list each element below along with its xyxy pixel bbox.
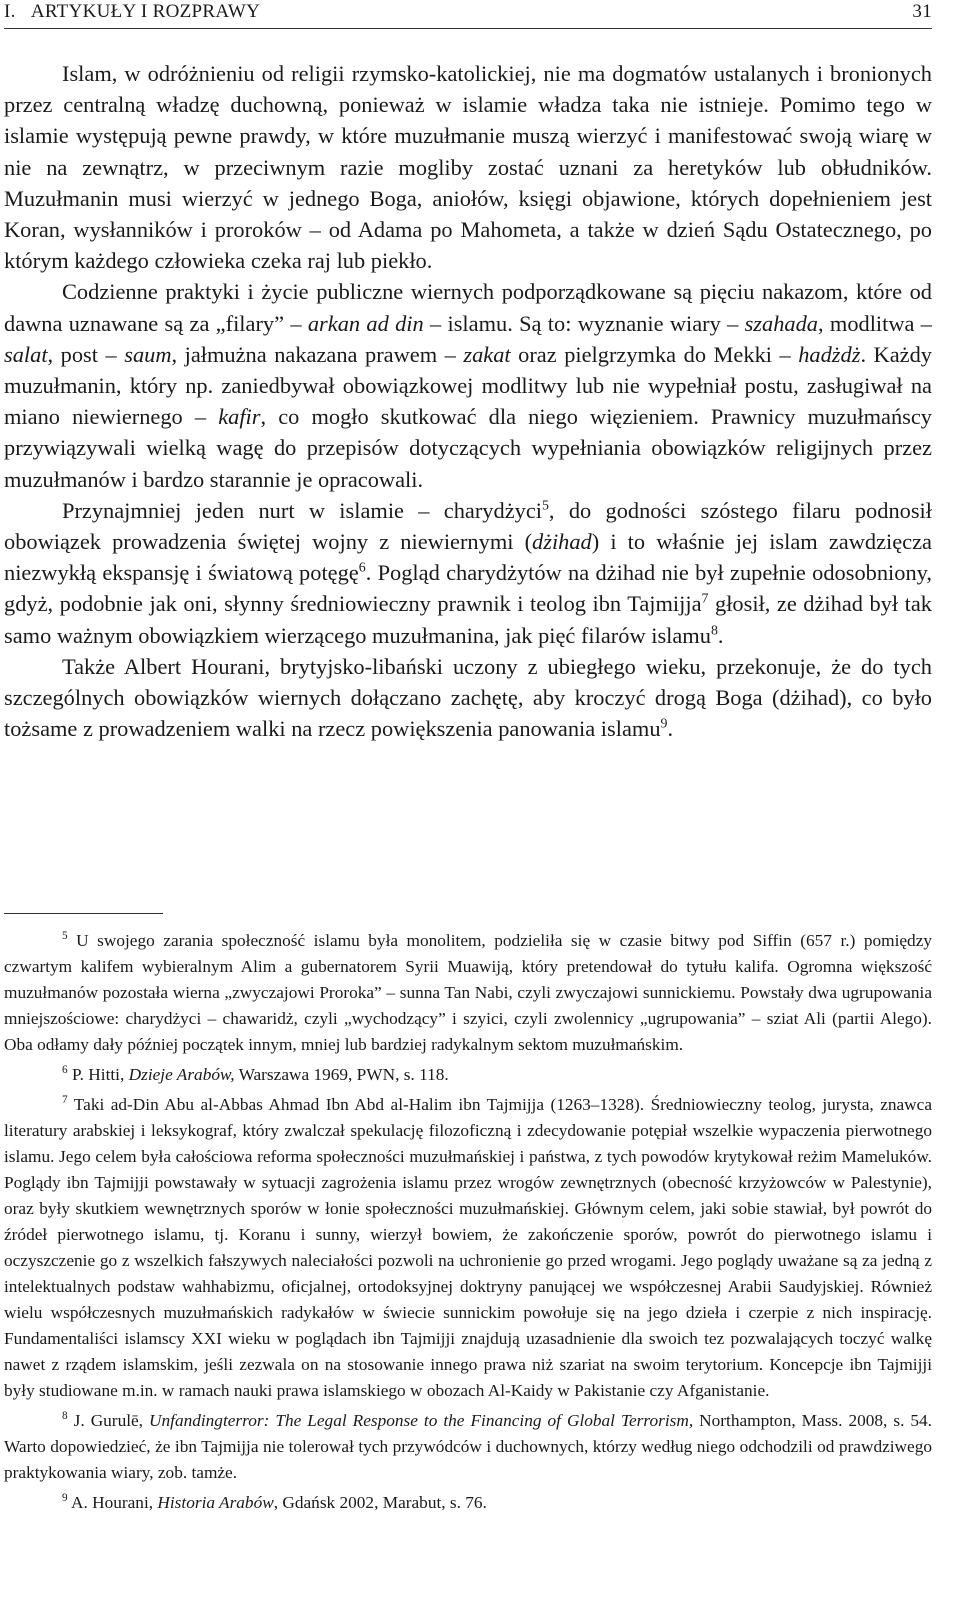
italic-term: saum: [124, 341, 172, 367]
text-run: Codzienne praktyki i życie publiczne wiernych podporządkowane są pięciu nakazom, które od dawna uznawane są za „filary” –: [4, 279, 932, 336]
paragraph-3: [4, 495, 932, 651]
italic-term: kafir: [218, 404, 261, 430]
footnote-text: Northampton, Mass. 2008, s. 54. Warto dopowiedzieć, że ibn Tajmijja nie tolerował tych przywódców i duchownych, którzy według niego odchodzili od prawdziwego praktykowania wiary, zob. tamże.: [4, 1411, 933, 1482]
footnote-5: [4, 928, 932, 1058]
footnote-text: P. Hitti,: [71, 1065, 129, 1084]
footnote-8: [4, 1408, 932, 1486]
footnote-9: [4, 1490, 932, 1516]
footnote-number: 5: [62, 930, 68, 943]
footnote-6: [4, 1062, 932, 1088]
footnote-text: J. Gurulē,: [73, 1411, 150, 1430]
text-run: ) i to właśnie jej islam zawdzięcza niezwykłą ekspansję i światową potęgę: [4, 529, 932, 586]
text-run: , co mogło skutkować dla niego więzieniem. Prawnicy muzułmańscy przywiązywali wielką wagę do przepisów dotyczących wypełniania obowiązków religijnych przez muzułmanów i bardzo starannie je opracowali.: [4, 404, 932, 492]
book-title: Historia Arabów: [157, 1493, 274, 1512]
footnote-text: Warszawa 1969, PWN, s. 118.: [234, 1065, 449, 1084]
text-run: Także Albert Hourani, brytyjsko-libański uczony z ubiegłego wieku, przekonuje, że do tych szczególnych obowiązków wiernych dołączano zachętę, aby kroczyć drogą Boga (dżihad), co było tożsame z prowadzeniem walki na rzecz powiększenia panowania islamu: [4, 653, 932, 742]
book-title: Dzieje Arabów,: [128, 1065, 235, 1084]
footnotes: [4, 928, 932, 1520]
paragraph-1: Islam, w odróżnieniu od religii rzymsko-katolickiej, nie ma dogmatów ustalanych i bronionych przez centralną władzę duchowną, ponieważ w islamie władza taka nie istnieje. Pomimo tego w islamie występują pewne prawdy, w które muzułmanie muszą wierzyć i manifestować swoją wiarę w nie na zewnątrz, w przeciwnym razie mogliby zostać uznani za heretyków lub obłudników. Muzułmanin musi wierzyć w jednego Boga, aniołów, księgi objawione, których dopełnieniem jest Koran, wysłanników i proroków – od Adama po Mahometa, a także w dzień Sądu Ostatecznego, po którym każdego człowieka czeka raj lub piekło.: [4, 61, 932, 274]
footnote-number: 9: [62, 1492, 68, 1505]
footnote-text: Taki ad-Din Abu al-Abbas Ahmad Ibn Abd al-Halim ibn Tajmijja (1263–1328). Średniowieczny teolog, jurysta, znawca literatury arabskiej i leksykograf, który zwalczał spekulację filozoficzną i zdecydowanie potępiał wszelkie wypaczenia pierwotnego islamu. Jego celem była całościowa reforma społeczności muzułmańskiej i państwa, z tych powodów krytykował reżim Mameluków. Poglądy ibn Tajmijji powstawały w sytuacji zagrożenia islamu przez wrogów zewnętrznych (obecność krzyżowców w Palestynie), oraz były skutkiem wewnętrznych sporów w łonie społeczności muzułmańskiej. Głównym celem, jaki sobie stawiał, był powrót do źródeł pierwotnego islamu, tj. Koranu i sunny, wierzył bowiem, że zakończenie sporów, powrót do pierwotnego islamu i oczyszczenie go z wszelkich fałszywych naleciałości pozwoli na uchronienie go przed wrogami. Jego poglądy uważane są za jedną z intelektualnych podstaw wahhabizmu, oficjalnej, ortodoksyjnej doktryny panującej we współczesnej Arabii Saudyjskiej. Również wielu współczesnych muzułmańskich radykałów w świecie sunnickim powołuje się na jego dzieła i czerpie z nich inspirację. Fundamentaliści islamscy XXI wieku w poglądach ibn Tajmijji znajdują uzasadnienie dla swoich tez pozwalających toczyć walkę nawet z rządem islamskim, jeśli zezwala on na stosowanie innego prawa niż szariat na swoim terytorium. Koncepcje ibn Tajmijji były studiowane m.in. w ramach nauki prawa islamskiego w obozach Al-Kaidy w Pakistanie czy Afganistanie.: [4, 1095, 932, 1400]
footnote-separator: [4, 913, 163, 914]
footnote-text: A. Hourani,: [71, 1493, 158, 1512]
paragraph-2: [4, 276, 932, 494]
italic-term: dżihad: [532, 529, 592, 555]
footnote-number: 8: [62, 1410, 68, 1423]
text-run: . Każdy muzułmanin, który np. zaniedbywał obowiązkowej modlitwy lub nie wypełniał postu, zasługiwał na miano niewiernego –: [4, 341, 932, 430]
italic-term: arkan ad din: [307, 310, 424, 336]
main-text: [4, 58, 932, 744]
text-run: głosił, ze dżihad był tak samo ważnym obowiązkiem wierzącego muzułmanina, jak pięć filarów islamu: [4, 591, 932, 648]
section-title: I. ARTYKUŁY I ROZPRAWY: [4, 1, 261, 22]
book-title: Unfandingterror: The Legal Response to the Financing of Global Terrorism,: [149, 1411, 694, 1430]
page-number: 31: [912, 1, 932, 22]
text-run: , post –: [47, 341, 125, 367]
footnote-number: 7: [62, 1094, 68, 1107]
text-run: , modlitwa –: [818, 310, 932, 336]
footnote-text: , Gdańsk 2002, Marabut, s. 76.: [273, 1493, 487, 1512]
text-run: oraz pielgrzymka do Mekki –: [510, 341, 799, 367]
footnote-ref-8[interactable]: 8: [710, 623, 718, 639]
italic-term: salat: [4, 341, 48, 367]
text-run: , do godności szóstego filaru podnosił obowiązek prowadzenia świętej wojny z niewiernymi (: [4, 497, 932, 555]
text-run: , jałmużna nakazana prawem –: [171, 341, 464, 367]
text-run: .: [717, 622, 724, 648]
text-run: .: [667, 716, 674, 742]
footnote-7: [4, 1092, 932, 1404]
footnote-text: U swojego zarania społeczność islamu była monolitem, podzieliła się w czasie bitwy pod Siffin (657 r.) pomiędzy czwartym kalifem wybieralnym Alim a gubernatorem Syrii Muawiją, który pretendował do tytułu kalifa. Ogromna większość muzułmanów pozostała wierna „zwyczajowi Proroka” – sunna Tan Nabi, czyli zwyczajowi sunnickiemu. Powstały dwa ugrupowania mniejszościowe: charydżyci – chawaridż, czyli „wychodzący” i szyici, czyli zwolennicy „ugrupowania” – sziat Ali (partii Alego). Oba odłamy dały później początek innym, mniej lub bardziej radykalnym sektom muzułmańskim.: [4, 931, 933, 1054]
italic-term: hadżdż: [798, 341, 861, 367]
text-run: . Pogląd charydżytów na dżihad nie był zupełnie odosobniony, gdyż, podobnie jak oni, słynny średniowieczny prawnik i teolog ibn Tajmijja: [4, 560, 932, 617]
italic-term: zakat: [463, 341, 511, 367]
footnote-number: 6: [62, 1064, 68, 1077]
footnote-ref-9[interactable]: 9: [660, 716, 668, 732]
text-run: – islamu. Są to: wyznanie wiary –: [423, 310, 745, 336]
text-run: Przynajmniej jeden nurt w islamie – charydżyci: [62, 497, 542, 523]
footnote-ref-7[interactable]: 7: [701, 591, 709, 607]
footnote-ref-6[interactable]: 6: [358, 560, 366, 576]
paragraph-4: [4, 651, 932, 745]
italic-term: szahada: [744, 310, 818, 336]
running-header: [4, 0, 932, 29]
footnote-ref-5[interactable]: 5: [541, 498, 549, 514]
